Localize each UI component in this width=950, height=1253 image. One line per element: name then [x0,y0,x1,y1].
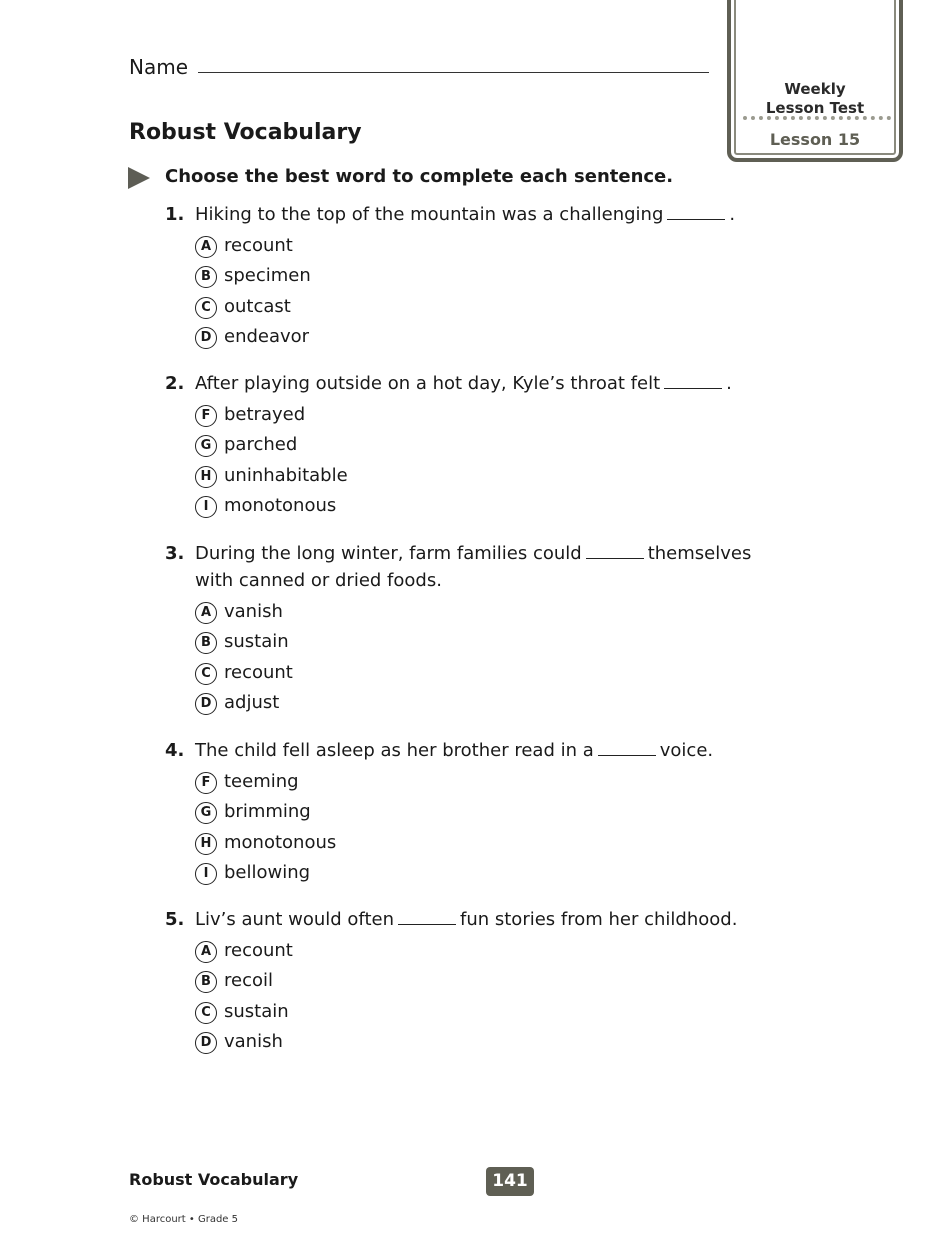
answer-bubble[interactable]: C [195,663,217,685]
question-number: 5. [165,909,185,930]
question-text-before: Hiking to the top of the mountain was a challenging [195,204,664,225]
answer-option-text: vanish [224,601,283,622]
question-text-before: During the long winter, farm families could [195,543,582,564]
answer-bubble[interactable]: G [195,435,217,457]
answer-option-text: sustain [224,1000,289,1022]
question-number: 3. [165,543,185,564]
answer-bubble[interactable]: H [195,466,217,488]
answer-bubble[interactable]: A [195,941,217,963]
answer-bubble[interactable]: I [195,496,217,518]
answer-bubble[interactable]: F [195,772,217,794]
answer-option-text: teeming [224,771,299,792]
badge-title [731,80,899,118]
answer-bubble[interactable]: I [195,863,217,885]
answer-bubble[interactable]: G [195,802,217,824]
name-label: Name [129,55,189,79]
question-text-before: The child fell asleep as her brother read in a [195,740,594,761]
answer-blank [398,909,456,925]
instruction-text: Choose the best word to complete each sentence. [165,166,674,187]
answer-bubble[interactable]: C [195,297,217,319]
answer-bubble[interactable]: A [195,236,217,258]
footer-title: Robust Vocabulary [129,1170,299,1189]
name-input-line[interactable] [198,72,709,73]
answer-bubble[interactable]: B [195,971,217,993]
answer-bubble[interactable]: H [195,833,217,855]
answer-blank [598,740,656,756]
badge-divider [743,116,891,120]
question-text-before: Liv’s aunt would often [195,909,394,930]
answer-option-text: bellowing [224,861,311,883]
question-text-after: . [726,373,732,394]
badge-weekly-text: Weekly [784,80,846,98]
answer-option-text: brimming [224,801,311,823]
answer-bubble[interactable]: A [195,602,217,624]
question-number: 4. [165,740,185,761]
answer-option-text: recount [224,235,293,256]
section-title: Robust Vocabulary [129,120,362,145]
question-text [195,540,785,594]
question-text [195,737,785,764]
answer-option-text: specimen [224,265,311,287]
copyright: © Harcourt • Grade 5 [129,1214,238,1225]
answer-option-text: monotonous [224,494,337,516]
answer-option-text: sustain [224,631,289,653]
answer-bubble[interactable]: D [195,1032,217,1054]
answer-option-text: uninhabitable [224,464,348,486]
question-text-after: . [729,204,736,225]
answer-option-text: monotonous [224,831,337,853]
question-text [195,370,785,397]
answer-bubble[interactable]: F [195,405,217,427]
question-text [195,201,785,228]
badge-lesson-number: Lesson 15 [769,130,861,149]
answer-option-text: vanish [224,1030,283,1052]
page-number: 141 [486,1167,534,1196]
answer-blank [667,204,725,220]
answer-bubble[interactable]: D [195,693,217,715]
question-text-before: After playing outside on a hot day, Kyle’s throat felt [195,373,661,394]
answer-bubble[interactable]: C [195,1002,217,1024]
answer-blank [664,373,722,389]
answer-option-text: recount [224,661,293,683]
answer-option-text: parched [224,434,298,456]
question-text-after: voice. [659,740,714,761]
question-number: 2. [165,373,185,394]
question-number: 1. [165,204,185,225]
answer-blank [586,543,644,559]
question-text-after: themselves with canned or dried foods. [195,543,752,591]
lesson-badge [727,0,903,162]
answer-bubble[interactable]: B [195,266,217,288]
answer-option-text: endeavor [224,325,310,347]
instruction-arrow-icon [128,167,150,189]
question-text [195,906,785,933]
answer-option-text: betrayed [224,404,306,425]
answer-option-text: recoil [224,970,273,992]
answer-option-text: adjust [224,691,280,713]
question-text-after: fun stories from her childhood. [460,909,738,930]
badge-lesson-test-text: Lesson Test [765,99,865,117]
answer-bubble[interactable]: B [195,632,217,654]
answer-bubble[interactable]: D [195,327,217,349]
answer-option-text: outcast [224,295,291,317]
answer-option-text: recount [224,940,293,961]
